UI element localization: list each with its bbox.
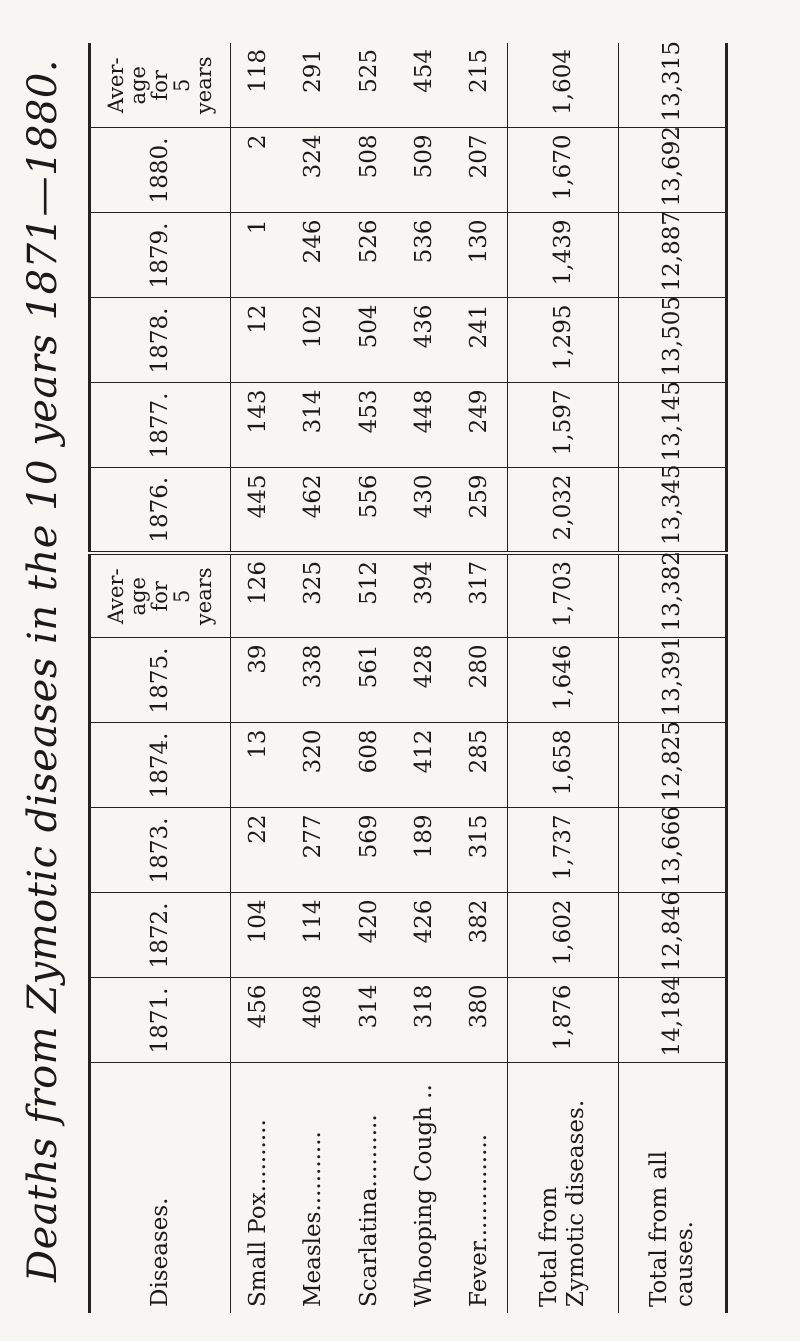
cell-value: 13,666 xyxy=(619,808,727,893)
cell-value: 13,345 xyxy=(619,468,727,553)
row-label: Small Pox.......... xyxy=(245,1119,272,1307)
cell-value: 241 xyxy=(451,298,507,383)
deaths-table xyxy=(88,43,728,1313)
row-label: Measles........... xyxy=(300,1131,327,1307)
cell-value: 118 xyxy=(230,43,286,128)
cell-value: 143 xyxy=(230,383,286,468)
table-row xyxy=(451,43,507,1313)
cell-value: 426 xyxy=(396,893,451,978)
cell-value: 215 xyxy=(451,43,507,128)
cell-value: 12,846 xyxy=(619,893,727,978)
cell-value: 561 xyxy=(341,638,396,723)
cell-value: 428 xyxy=(396,638,451,723)
table-row xyxy=(230,43,286,1313)
cell-value: 317 xyxy=(451,553,507,638)
header-1874: 1874. xyxy=(90,723,231,808)
cell-value: 280 xyxy=(451,638,507,723)
cell-value: 13,382 xyxy=(619,553,727,638)
cell-value: 22 xyxy=(230,808,286,893)
header-1872: 1872. xyxy=(90,893,231,978)
cell-value: 13,315 xyxy=(619,43,727,128)
header-1879: 1879. xyxy=(90,213,231,298)
cell-value: 1,737 xyxy=(507,808,619,893)
table-row xyxy=(341,43,396,1313)
cell-value: 14,184 xyxy=(619,978,727,1063)
cell-value: 394 xyxy=(396,553,451,638)
cell-value: 569 xyxy=(341,808,396,893)
cell-value: 207 xyxy=(451,128,507,213)
cell-value: 1,295 xyxy=(507,298,619,383)
header-1877: 1877. xyxy=(90,383,231,468)
cell-value: 285 xyxy=(451,723,507,808)
cell-value: 1,658 xyxy=(507,723,619,808)
cell-value: 1,597 xyxy=(507,383,619,468)
page-title: Deaths from Zymotic diseases in the 10 years 1871—1880. xyxy=(20,59,66,1282)
cell-value: 1,703 xyxy=(507,553,619,638)
cell-value: 314 xyxy=(286,383,341,468)
cell-value: 320 xyxy=(286,723,341,808)
cell-value: 456 xyxy=(230,978,286,1063)
cell-value: 39 xyxy=(230,638,286,723)
cell-value: 1,876 xyxy=(507,978,619,1063)
header-1876: 1876. xyxy=(90,468,231,553)
header-row xyxy=(90,43,231,1313)
cell-value: 2,032 xyxy=(507,468,619,553)
cell-value: 126 xyxy=(230,553,286,638)
header-1871: 1871. xyxy=(90,978,231,1063)
cell-value: 448 xyxy=(396,383,451,468)
cell-value: 318 xyxy=(396,978,451,1063)
cell-value: 1,439 xyxy=(507,213,619,298)
cell-value: 13,391 xyxy=(619,638,727,723)
total-all-row xyxy=(619,43,727,1313)
cell-value: 453 xyxy=(341,383,396,468)
cell-value: 420 xyxy=(341,893,396,978)
cell-value: 509 xyxy=(396,128,451,213)
cell-value: 189 xyxy=(396,808,451,893)
cell-value: 608 xyxy=(341,723,396,808)
cell-value: 1,670 xyxy=(507,128,619,213)
cell-value: 314 xyxy=(341,978,396,1063)
cell-value: 291 xyxy=(286,43,341,128)
cell-value: 1 xyxy=(230,213,286,298)
cell-value: 12 xyxy=(230,298,286,383)
total-zymotic-row xyxy=(507,43,619,1313)
table-row xyxy=(396,43,451,1313)
cell-value: 445 xyxy=(230,468,286,553)
cell-value: 249 xyxy=(451,383,507,468)
cell-value: 325 xyxy=(286,553,341,638)
table-row xyxy=(286,43,341,1313)
header-1873: 1873. xyxy=(90,808,231,893)
row-label: Whooping Cough .. xyxy=(410,1084,437,1307)
cell-value: 104 xyxy=(230,893,286,978)
cell-value: 1,646 xyxy=(507,638,619,723)
row-label: Total from Zymotic diseases. xyxy=(507,1063,619,1313)
cell-value: 508 xyxy=(341,128,396,213)
cell-value: 246 xyxy=(286,213,341,298)
row-label: Total from all causes. xyxy=(619,1063,727,1313)
row-label: Scarlatina.......... xyxy=(355,1114,382,1307)
cell-value: 324 xyxy=(286,128,341,213)
cell-value: 114 xyxy=(286,893,341,978)
cell-value: 13,692 xyxy=(619,128,727,213)
cell-value: 408 xyxy=(286,978,341,1063)
cell-value: 382 xyxy=(451,893,507,978)
cell-value: 13,505 xyxy=(619,298,727,383)
cell-value: 13 xyxy=(230,723,286,808)
cell-value: 430 xyxy=(396,468,451,553)
cell-value: 454 xyxy=(396,43,451,128)
header-1875: 1875. xyxy=(90,638,231,723)
cell-value: 2 xyxy=(230,128,286,213)
cell-value: 338 xyxy=(286,638,341,723)
cell-value: 380 xyxy=(451,978,507,1063)
cell-value: 1,604 xyxy=(507,43,619,128)
cell-value: 512 xyxy=(341,553,396,638)
cell-value: 13,145 xyxy=(619,383,727,468)
cell-value: 462 xyxy=(286,468,341,553)
cell-value: 277 xyxy=(286,808,341,893)
cell-value: 556 xyxy=(341,468,396,553)
cell-value: 102 xyxy=(286,298,341,383)
cell-value: 436 xyxy=(396,298,451,383)
cell-value: 315 xyxy=(451,808,507,893)
cell-value: 12,825 xyxy=(619,723,727,808)
header-average-2: Aver- age for 5 years xyxy=(90,43,231,128)
header-1878: 1878. xyxy=(90,298,231,383)
cell-value: 412 xyxy=(396,723,451,808)
cell-value: 130 xyxy=(451,213,507,298)
cell-value: 504 xyxy=(341,298,396,383)
cell-value: 525 xyxy=(341,43,396,128)
header-diseases: Diseases. xyxy=(90,1063,231,1313)
cell-value: 526 xyxy=(341,213,396,298)
header-average-1: Aver- age for 5 years xyxy=(90,553,231,638)
row-label: Fever............... xyxy=(465,1133,492,1307)
cell-value: 259 xyxy=(451,468,507,553)
cell-value: 12,887 xyxy=(619,213,727,298)
cell-value: 1,602 xyxy=(507,893,619,978)
cell-value: 536 xyxy=(396,213,451,298)
header-1880: 1880. xyxy=(90,128,231,213)
